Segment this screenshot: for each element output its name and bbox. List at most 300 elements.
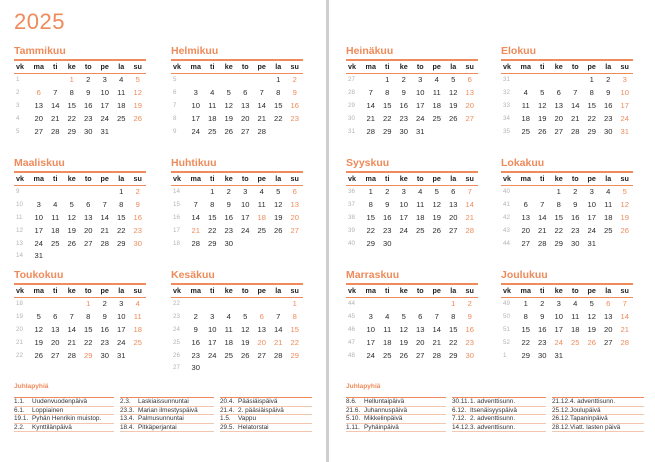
month-tammikuu: [14, 44, 146, 138]
week-number: 42: [503, 213, 510, 221]
day-cell: 31: [587, 238, 596, 248]
week-row: [14, 224, 146, 237]
week-number: 49: [503, 300, 510, 308]
day-cell: 25: [208, 126, 217, 136]
day-cell: 16: [224, 212, 233, 222]
day-cell: 4: [523, 88, 528, 98]
day-cell: 15: [208, 212, 217, 222]
weekday-header: to: [571, 62, 579, 71]
weekday-header: su: [620, 286, 629, 295]
day-cell: 23: [465, 337, 474, 347]
holiday-date: 21.12.: [552, 398, 570, 405]
day-cell: 17: [241, 212, 250, 222]
day-cell: 4: [226, 312, 231, 322]
week-number: 4: [16, 114, 20, 122]
day-cell: 7: [276, 312, 281, 322]
day-cell: 9: [540, 312, 545, 322]
month-marraskuu: [346, 268, 478, 362]
month-toukokuu: [14, 268, 146, 362]
day-cell: 14: [67, 324, 76, 334]
day-cell: 20: [604, 324, 613, 334]
day-cell: 6: [556, 88, 561, 98]
holiday-date: 7.12.: [452, 415, 467, 423]
week-number: 44: [503, 239, 510, 247]
week-number: 9: [173, 127, 177, 135]
weekday-header: la: [605, 286, 612, 295]
day-cell: 28: [432, 350, 441, 360]
day-cell: 26: [538, 126, 547, 136]
week-number: 2: [16, 89, 20, 97]
week-row: [501, 74, 633, 87]
day-cell: 12: [133, 88, 142, 98]
day-cell: 11: [51, 212, 60, 222]
week-number: 44: [348, 300, 355, 308]
week-row: [501, 311, 633, 324]
day-cell: 29: [290, 350, 299, 360]
month-name: Maaliskuu: [14, 157, 65, 169]
weekday-header: ke: [554, 286, 563, 295]
day-cell: 7: [573, 88, 578, 98]
day-cell: 23: [133, 225, 142, 235]
month-heinäkuu: [346, 44, 478, 138]
week-number: 45: [348, 313, 355, 321]
day-cell: 8: [292, 312, 297, 322]
day-cell: 26: [241, 350, 250, 360]
day-cell: 1: [292, 299, 297, 309]
day-cell: 25: [224, 350, 233, 360]
week-row: [346, 100, 478, 113]
day-cell: 23: [224, 225, 233, 235]
week-number: 18: [173, 239, 180, 247]
holiday-name: Vappu: [238, 415, 257, 423]
day-cell: 2: [385, 187, 390, 197]
day-cell: 17: [191, 113, 200, 123]
weekday-header: pe: [587, 62, 596, 71]
week-number: 32: [503, 89, 510, 97]
day-cell: 15: [554, 212, 563, 222]
day-cell: 22: [554, 225, 563, 235]
day-cell: 31: [100, 126, 109, 136]
week-row: [171, 298, 303, 311]
holiday-date: 20.4.: [220, 398, 235, 405]
weekday-header: ke: [554, 174, 563, 183]
week-number: 22: [173, 300, 180, 308]
day-cell: 20: [34, 113, 43, 123]
month-name: Syyskuu: [346, 157, 390, 169]
day-cell: 14: [432, 324, 441, 334]
day-cell: 9: [606, 88, 611, 98]
holiday-name: Marian ilmestyspäivä: [138, 406, 198, 414]
day-cell: 25: [571, 337, 580, 347]
day-cell: 22: [587, 113, 596, 123]
week-number: 35: [503, 127, 510, 135]
day-cell: 18: [521, 113, 530, 123]
day-cell: 20: [241, 113, 250, 123]
weekday-header: pe: [432, 286, 441, 295]
weekday-header: ti: [385, 286, 390, 295]
weekday-header: la: [605, 174, 612, 183]
holidays-list: [346, 397, 650, 432]
holiday-name: Viatt. lasten päivä: [570, 423, 621, 431]
day-cell: 12: [449, 88, 458, 98]
month-name: Heinäkuu: [346, 45, 394, 57]
holiday-entry: [346, 407, 446, 416]
week-row: [346, 125, 478, 138]
day-cell: 21: [620, 324, 629, 334]
weekday-header: ma: [33, 174, 44, 183]
day-cell: 24: [117, 337, 126, 347]
day-cell: 2: [401, 75, 406, 85]
day-cell: 3: [102, 75, 107, 85]
day-cell: 20: [51, 337, 60, 347]
day-cell: 4: [210, 88, 215, 98]
day-cell: 29: [366, 238, 375, 248]
weekday-header: vk: [348, 62, 356, 71]
weekday-header: ke: [224, 62, 233, 71]
weekday-header: ti: [53, 62, 58, 71]
weekday-header: to: [241, 174, 249, 183]
day-cell: 8: [451, 312, 456, 322]
day-cell: 27: [416, 350, 425, 360]
week-row: [171, 125, 303, 138]
holiday-name: Palmusunnuntai: [138, 415, 184, 423]
day-cell: 1: [556, 187, 561, 197]
holiday-entry: [14, 407, 114, 416]
holiday-date: 28.12.: [552, 423, 570, 431]
day-cell: 11: [521, 100, 530, 110]
day-cell: 27: [554, 126, 563, 136]
holiday-date: 5.10.: [346, 415, 361, 423]
weekday-header: vk: [348, 174, 356, 183]
week-row: [14, 199, 146, 212]
day-cell: 15: [521, 324, 530, 334]
day-cell: 1: [451, 299, 456, 309]
day-cell: 23: [538, 337, 547, 347]
day-cell: 31: [416, 126, 425, 136]
holiday-entry: [14, 415, 114, 424]
day-cell: 13: [465, 88, 474, 98]
day-cell: 10: [34, 212, 43, 222]
day-cell: 4: [135, 299, 140, 309]
day-cell: 2: [540, 299, 545, 309]
week-row: [346, 349, 478, 362]
day-cell: 17: [366, 337, 375, 347]
weekday-header: to: [416, 62, 424, 71]
day-cell: 28: [67, 350, 76, 360]
day-cell: 9: [401, 88, 406, 98]
week-number: 22: [16, 351, 23, 359]
week-number: 51: [503, 325, 510, 333]
week-row: [171, 112, 303, 125]
week-number: 12: [16, 226, 23, 234]
weekday-header: vk: [173, 62, 181, 71]
day-cell: 10: [191, 100, 200, 110]
weekday-header: su: [133, 286, 142, 295]
day-cell: 24: [366, 350, 375, 360]
weekday-header: ke: [67, 62, 76, 71]
day-cell: 18: [604, 212, 613, 222]
weekday-header-row: [14, 285, 146, 298]
week-number: 28: [348, 89, 355, 97]
day-cell: 7: [69, 312, 74, 322]
day-cell: 6: [259, 312, 264, 322]
weekday-header: vk: [16, 286, 24, 295]
weekday-header-row: [501, 285, 633, 298]
day-cell: 29: [383, 126, 392, 136]
weekday-header: to: [84, 62, 92, 71]
holiday-date: 2.2.: [14, 423, 25, 431]
week-row: [501, 87, 633, 100]
day-cell: 29: [554, 238, 563, 248]
week-number: 14: [173, 188, 180, 196]
weekday-header: su: [620, 174, 629, 183]
day-cell: 16: [399, 100, 408, 110]
day-cell: 23: [604, 113, 613, 123]
day-cell: 8: [86, 312, 91, 322]
week-row: [171, 336, 303, 349]
day-cell: 15: [67, 100, 76, 110]
day-cell: 10: [241, 200, 250, 210]
day-cell: 28: [191, 238, 200, 248]
week-row: [171, 100, 303, 113]
day-cell: 28: [100, 238, 109, 248]
year-title: 2025: [14, 9, 65, 34]
holiday-date: 8.6.: [346, 398, 357, 405]
weekday-header: su: [133, 174, 142, 183]
week-number: 27: [348, 76, 355, 84]
month-name: Helmikuu: [171, 45, 219, 57]
day-cell: 3: [401, 187, 406, 197]
day-cell: 28: [51, 126, 60, 136]
weekday-header: ke: [554, 62, 563, 71]
day-cell: 20: [449, 212, 458, 222]
weekday-header: ma: [190, 286, 201, 295]
weekday-header: su: [133, 62, 142, 71]
weekday-header: ma: [365, 62, 376, 71]
day-cell: 2: [573, 187, 578, 197]
weekday-header: ma: [33, 62, 44, 71]
day-cell: 4: [606, 187, 611, 197]
day-cell: 18: [571, 324, 580, 334]
week-number: 8: [173, 114, 177, 122]
day-cell: 5: [226, 88, 231, 98]
weekday-header: ti: [53, 286, 58, 295]
day-cell: 29: [67, 126, 76, 136]
day-cell: 30: [383, 238, 392, 248]
day-cell: 14: [100, 212, 109, 222]
holiday-date: 30.11.: [452, 398, 470, 405]
day-cell: 26: [587, 337, 596, 347]
day-cell: 10: [416, 88, 425, 98]
holiday-entry: [452, 415, 546, 424]
week-row: [346, 199, 478, 212]
day-cell: 30: [100, 350, 109, 360]
day-cell: 6: [451, 187, 456, 197]
day-cell: 17: [208, 337, 217, 347]
weekday-header: vk: [16, 62, 24, 71]
week-number: 19: [16, 313, 23, 321]
day-cell: 13: [604, 312, 613, 322]
holiday-entry: [14, 398, 114, 407]
week-number: 24: [173, 325, 180, 333]
day-cell: 10: [100, 88, 109, 98]
day-cell: 17: [620, 100, 629, 110]
day-cell: 29: [587, 126, 596, 136]
weekday-header: to: [571, 174, 579, 183]
month-name: Joulukuu: [501, 269, 548, 281]
day-cell: 4: [434, 75, 439, 85]
holiday-name: Pyhäinpäivä: [364, 423, 399, 431]
weekday-header-row: [346, 61, 478, 74]
day-cell: 23: [191, 350, 200, 360]
day-cell: 29: [84, 350, 93, 360]
holiday-date: 29.5.: [220, 423, 235, 431]
day-cell: 24: [554, 337, 563, 347]
day-cell: 4: [418, 187, 423, 197]
day-cell: 14: [191, 212, 200, 222]
weekday-header: to: [571, 286, 579, 295]
day-cell: 14: [465, 200, 474, 210]
day-cell: 10: [620, 88, 629, 98]
weekday-header: ti: [385, 174, 390, 183]
month-name: Marraskuu: [346, 269, 400, 281]
weekday-header: su: [620, 62, 629, 71]
day-cell: 28: [538, 238, 547, 248]
day-cell: 26: [224, 126, 233, 136]
day-cell: 19: [449, 100, 458, 110]
day-cell: 13: [51, 324, 60, 334]
day-cell: 16: [383, 212, 392, 222]
weekday-header: ke: [399, 174, 408, 183]
weekday-header: su: [290, 286, 299, 295]
week-number: 20: [16, 325, 23, 333]
holiday-name: 3. adventtisunn.: [470, 423, 516, 431]
week-number: 26: [173, 351, 180, 359]
weekday-header: pe: [587, 174, 596, 183]
left-page: [0, 0, 326, 462]
month-maaliskuu: [14, 156, 146, 263]
weekday-header: ti: [53, 174, 58, 183]
week-number: 14: [16, 252, 23, 260]
day-cell: 7: [540, 200, 545, 210]
day-cell: 8: [210, 200, 215, 210]
week-row: [501, 324, 633, 337]
day-cell: 30: [399, 126, 408, 136]
day-cell: 17: [117, 324, 126, 334]
day-cell: 13: [241, 100, 250, 110]
week-number: 27: [173, 364, 180, 372]
day-cell: 8: [523, 312, 528, 322]
day-cell: 5: [243, 312, 248, 322]
day-cell: 1: [368, 187, 373, 197]
right-page: [329, 0, 655, 462]
holiday-name: Helluntaipäivä: [364, 398, 405, 405]
day-cell: 18: [416, 212, 425, 222]
day-cell: 27: [34, 126, 43, 136]
holiday-entry: [220, 415, 312, 424]
holiday-entry: [552, 407, 644, 416]
day-cell: 19: [620, 212, 629, 222]
day-cell: 13: [84, 212, 93, 222]
day-cell: 15: [84, 324, 93, 334]
day-cell: 4: [573, 299, 578, 309]
week-row: [14, 100, 146, 113]
week-row: [501, 237, 633, 250]
day-cell: 4: [119, 75, 124, 85]
day-cell: 1: [119, 187, 124, 197]
day-cell: 19: [133, 100, 142, 110]
day-cell: 12: [620, 200, 629, 210]
day-cell: 24: [191, 126, 200, 136]
week-number: 41: [503, 201, 510, 209]
day-cell: 18: [224, 337, 233, 347]
day-cell: 12: [224, 100, 233, 110]
week-row: [346, 237, 478, 250]
day-cell: 14: [620, 312, 629, 322]
day-cell: 5: [540, 88, 545, 98]
day-cell: 30: [604, 126, 613, 136]
day-cell: 22: [67, 113, 76, 123]
day-cell: 6: [243, 88, 248, 98]
day-cell: 30: [84, 126, 93, 136]
day-cell: 10: [554, 312, 563, 322]
day-cell: 20: [416, 337, 425, 347]
day-cell: 30: [191, 363, 200, 373]
week-row: [14, 186, 146, 199]
day-cell: 26: [432, 225, 441, 235]
weekday-header: la: [118, 286, 125, 295]
week-row: [346, 87, 478, 100]
day-cell: 2: [606, 75, 611, 85]
weekday-header: ke: [67, 174, 76, 183]
day-cell: 13: [554, 100, 563, 110]
weekday-header: vk: [503, 286, 511, 295]
weekday-header: pe: [257, 286, 266, 295]
day-cell: 15: [449, 324, 458, 334]
day-cell: 16: [100, 324, 109, 334]
day-cell: 22: [84, 337, 93, 347]
holiday-date: 2.3.: [120, 398, 131, 405]
weekday-header: ti: [210, 286, 215, 295]
week-number: 37: [348, 201, 355, 209]
day-cell: 3: [589, 187, 594, 197]
holiday-entry: [552, 415, 644, 424]
week-number: 17: [173, 226, 180, 234]
day-cell: 11: [224, 324, 233, 334]
day-cell: 28: [257, 126, 266, 136]
holiday-name: Itsenäisyyspäivä: [470, 406, 517, 414]
week-number: 11: [16, 213, 23, 221]
holiday-date: 19.1.: [14, 415, 29, 423]
day-cell: 17: [587, 212, 596, 222]
day-cell: 8: [589, 88, 594, 98]
month-name: Kesäkuu: [171, 269, 215, 281]
month-lokakuu: [501, 156, 633, 250]
day-cell: 15: [290, 324, 299, 334]
week-number: 1: [503, 351, 507, 359]
weekday-header-row: [171, 285, 303, 298]
day-cell: 7: [434, 312, 439, 322]
holiday-date: 14.12.: [452, 423, 470, 431]
day-cell: 16: [465, 324, 474, 334]
day-cell: 25: [257, 225, 266, 235]
day-cell: 25: [604, 225, 613, 235]
day-cell: 6: [418, 312, 423, 322]
day-cell: 8: [385, 88, 390, 98]
holidays-column: [552, 397, 644, 432]
weekday-header: su: [465, 174, 474, 183]
week-row: [501, 199, 633, 212]
